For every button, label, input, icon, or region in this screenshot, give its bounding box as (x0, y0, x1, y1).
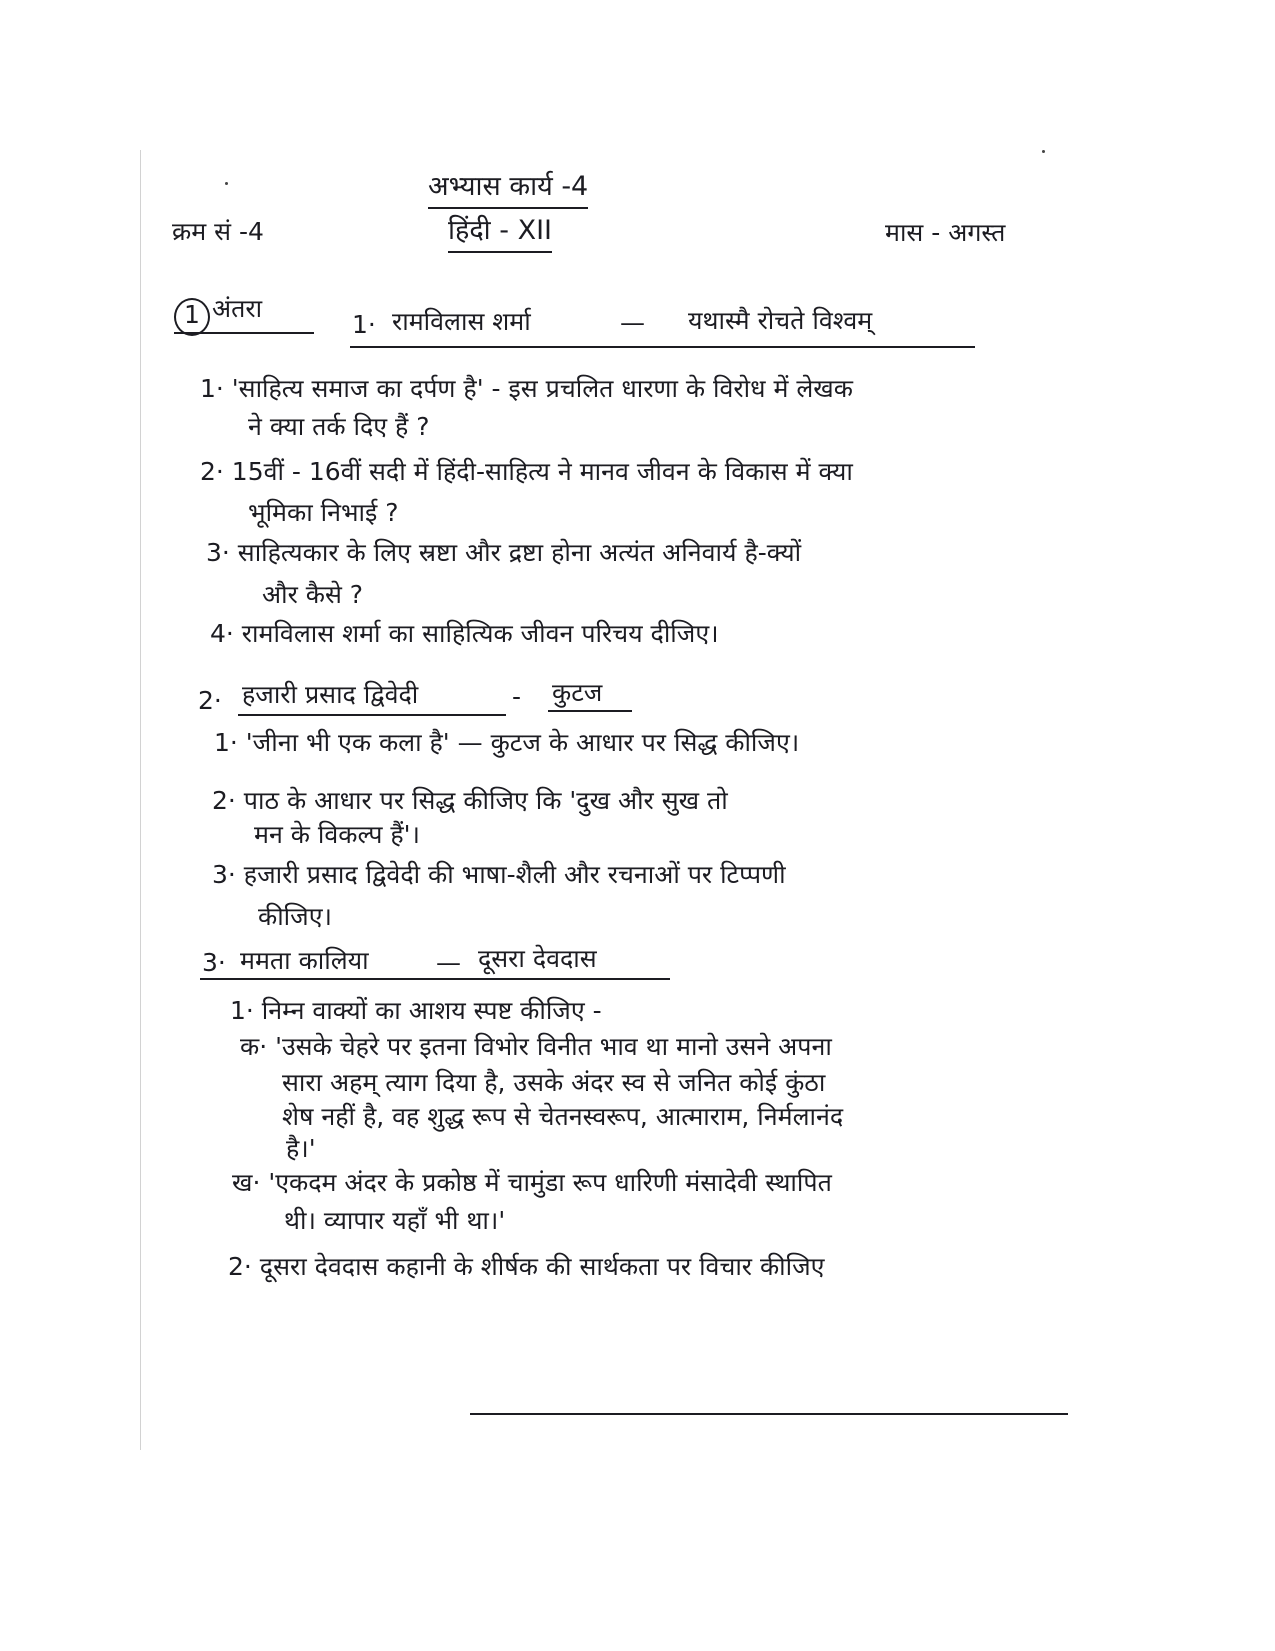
quote-line: क· 'उसके चेहरे पर इतना विभोर विनीत भाव था मानो उसने अपना (240, 1032, 832, 1061)
section-marker-number: 1 (184, 300, 200, 329)
month-label: मास - अगस्त (885, 218, 1006, 247)
question-line: 2· दूसरा देवदास कहानी के शीर्षक की सार्थकता पर विचार कीजिए (228, 1252, 825, 1281)
book-label-underline (174, 332, 314, 334)
worksheet-title: अभ्यास कार्य -4 (428, 170, 588, 209)
question-line: मन के विकल्प हैं'। (254, 820, 420, 849)
question-line: 4· रामविलास शर्मा का साहित्यिक जीवन परिचय दीजिए। (210, 619, 719, 648)
lesson-dash: — (436, 948, 461, 977)
quote-line: ख· 'एकदम अंदर के प्रकोष्ठ में चामुंडा रूप धारिणी मंसादेवी स्थापित (232, 1168, 832, 1197)
question-line: 2· 15वीं - 16वीं सदी में हिंदी-साहित्य ने मानव जीवन के विकास में क्या (200, 457, 853, 486)
serial-number: क्रम सं -4 (172, 217, 264, 246)
page-edge (140, 150, 141, 1450)
quote-line: है।' (286, 1134, 316, 1163)
book-label: अंतरा (212, 294, 263, 323)
scan-speck (225, 182, 228, 185)
question-line: भूमिका निभाई ? (248, 498, 399, 527)
lesson-heading-underline (548, 710, 632, 712)
subject-class: हिंदी - XII (448, 214, 552, 253)
lesson-heading-underline (200, 978, 670, 980)
lesson-title: दूसरा देवदास (478, 944, 597, 973)
lesson-title: कुटज (552, 678, 603, 707)
lesson-heading-underline (350, 346, 975, 348)
question-line: 3· हजारी प्रसाद द्विवेदी की भाषा-शैली और रचनाओं पर टिप्पणी (212, 860, 786, 889)
quote-line: सारा अहम् त्याग दिया है, उसके अंदर स्व से जनित कोई कुंठा (282, 1068, 826, 1097)
question-line: 1· निम्न वाक्यों का आशय स्पष्ट कीजिए - (230, 996, 602, 1025)
quote-line: शेष नहीं है, वह शुद्ध रूप से चेतनस्वरूप, आत्माराम, निर्मलानंद (282, 1102, 844, 1131)
bottom-rule (470, 1413, 1068, 1415)
lesson-number: 1· (352, 310, 376, 339)
quote-line: थी। व्यापार यहाँ भी था।' (284, 1206, 506, 1235)
question-line: ने क्या तर्क दिए हैं ? (248, 412, 430, 441)
lesson-author: हजारी प्रसाद द्विवेदी (242, 680, 419, 709)
lesson-dash: - (512, 682, 522, 711)
lesson-author: रामविलास शर्मा (392, 307, 531, 336)
lesson-heading-underline (238, 714, 506, 716)
question-line: और कैसे ? (262, 580, 364, 609)
lesson-author: ममता कालिया (240, 946, 369, 975)
question-line: 1· 'जीना भी एक कला है' — कुटज के आधार पर सिद्ध कीजिए। (214, 728, 800, 757)
lesson-number: 2· (198, 686, 222, 715)
lesson-number: 3· (202, 948, 226, 977)
lesson-title: यथास्मै रोचते विश्वम् (688, 306, 873, 335)
question-line: कीजिए। (258, 902, 333, 931)
scan-speck (1042, 150, 1045, 153)
question-line: 1· 'साहित्य समाज का दर्पण है' - इस प्रचलित धारणा के विरोध में लेखक (200, 374, 853, 403)
question-line: 3· साहित्यकार के लिए स्रष्टा और द्रष्टा होना अत्यंत अनिवार्य है-क्यों (206, 538, 802, 567)
question-line: 2· पाठ के आधार पर सिद्ध कीजिए कि 'दुख और सुख तो (212, 786, 728, 815)
lesson-dash: — (620, 308, 645, 337)
